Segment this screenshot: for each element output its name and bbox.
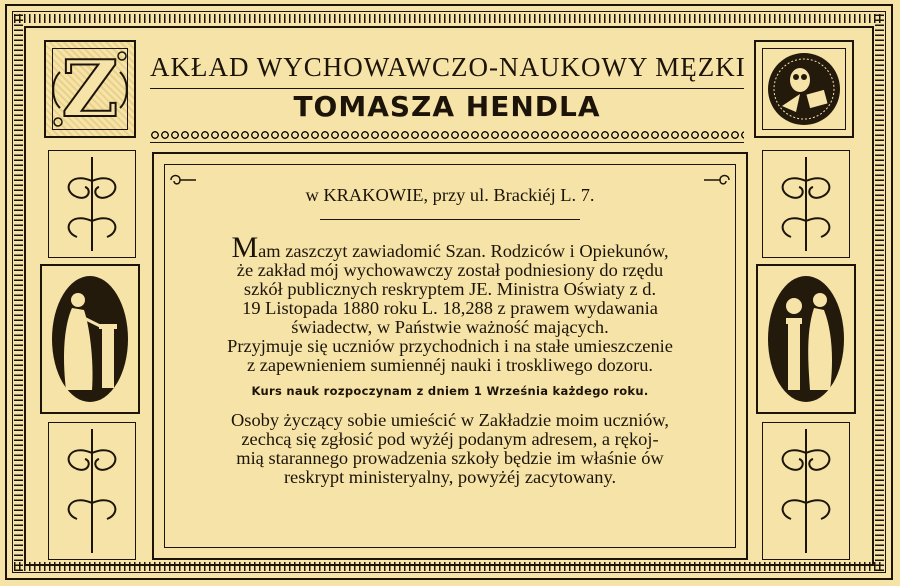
right-ornament-panel-top <box>762 150 850 258</box>
page-title: AKŁAD WYCHOWAWCZO-NAUKOWY MĘZKI <box>150 52 746 82</box>
scroll-ornament-icon <box>763 151 849 257</box>
address-rule <box>320 219 580 220</box>
paragraph-line: że zakład mój wychowawczy został podniesiony do rzędu <box>236 260 664 280</box>
initial-letter: Z <box>61 44 119 135</box>
allegorical-figure-left-icon <box>42 266 138 412</box>
address-line: w KRAKOWIE, przy ul. Brackiéj L. 7. <box>305 185 595 205</box>
owl-emblem-icon <box>756 42 852 136</box>
paragraph-line: świadectw, w Państwie ważność mających. <box>291 317 609 337</box>
left-medallion <box>40 264 140 414</box>
contact-paragraph <box>180 411 720 487</box>
paragraph-line: zechcą się zgłosić pod wyżéj podanym adresem, a rękoj- <box>241 429 659 449</box>
paragraph-line: reskrypt ministeryalny, powyżéj zacytowany. <box>283 467 617 487</box>
ornamental-initial <box>44 40 136 138</box>
scroll-ornament-icon <box>763 423 849 559</box>
right-medallion <box>756 264 856 414</box>
right-dotted-band <box>875 14 884 571</box>
right-ornament-panel-bottom <box>762 422 850 560</box>
header-chain-ornament <box>150 130 744 140</box>
paragraph-line: z zapewnieniem sumiennéj nauki i troskliwego dozoru. <box>246 355 653 375</box>
left-ornament-panel-bottom <box>48 422 136 560</box>
header-bottom-rule <box>150 142 744 143</box>
paragraph-line: Przyjmuje się uczniów przychodnich i na stałe umieszczenie <box>227 336 673 356</box>
scroll-ornament-icon <box>49 423 135 559</box>
paragraph-line: szkół publicznych reskryptem JE. Ministra Oświaty z d. <box>243 279 657 299</box>
page-subtitle: TOMASZA HENDLA <box>293 90 601 123</box>
scroll-ornament-icon <box>49 151 135 257</box>
paragraph-line: Osoby życzący sobie umieścić w Zakładzie moim uczniów, <box>231 410 669 430</box>
paragraph-line: 19 Listopada 1880 roku L. 18,288 z prawem wydawania <box>242 298 658 318</box>
allegorical-figure-right-icon <box>758 266 854 412</box>
announcement-paragraph <box>180 231 720 375</box>
owl-emblem <box>754 40 854 138</box>
paragraph-line: mią starannego prowadzenia szkoły będzie im właśnie ów <box>236 448 664 468</box>
drop-cap: M <box>231 231 259 264</box>
left-dotted-band <box>14 14 23 571</box>
left-ornament-panel-top <box>48 150 136 258</box>
title-rule <box>150 88 744 89</box>
top-dotted-band <box>14 14 884 23</box>
course-start-notice: Kurs nauk rozpoczynam z dniem 1 Września każdego roku. <box>251 384 649 398</box>
notice-content <box>180 186 720 487</box>
paragraph-line: Mam zaszczyt zawiadomić Szan. Rodziców i Opiekunów, <box>231 231 669 264</box>
